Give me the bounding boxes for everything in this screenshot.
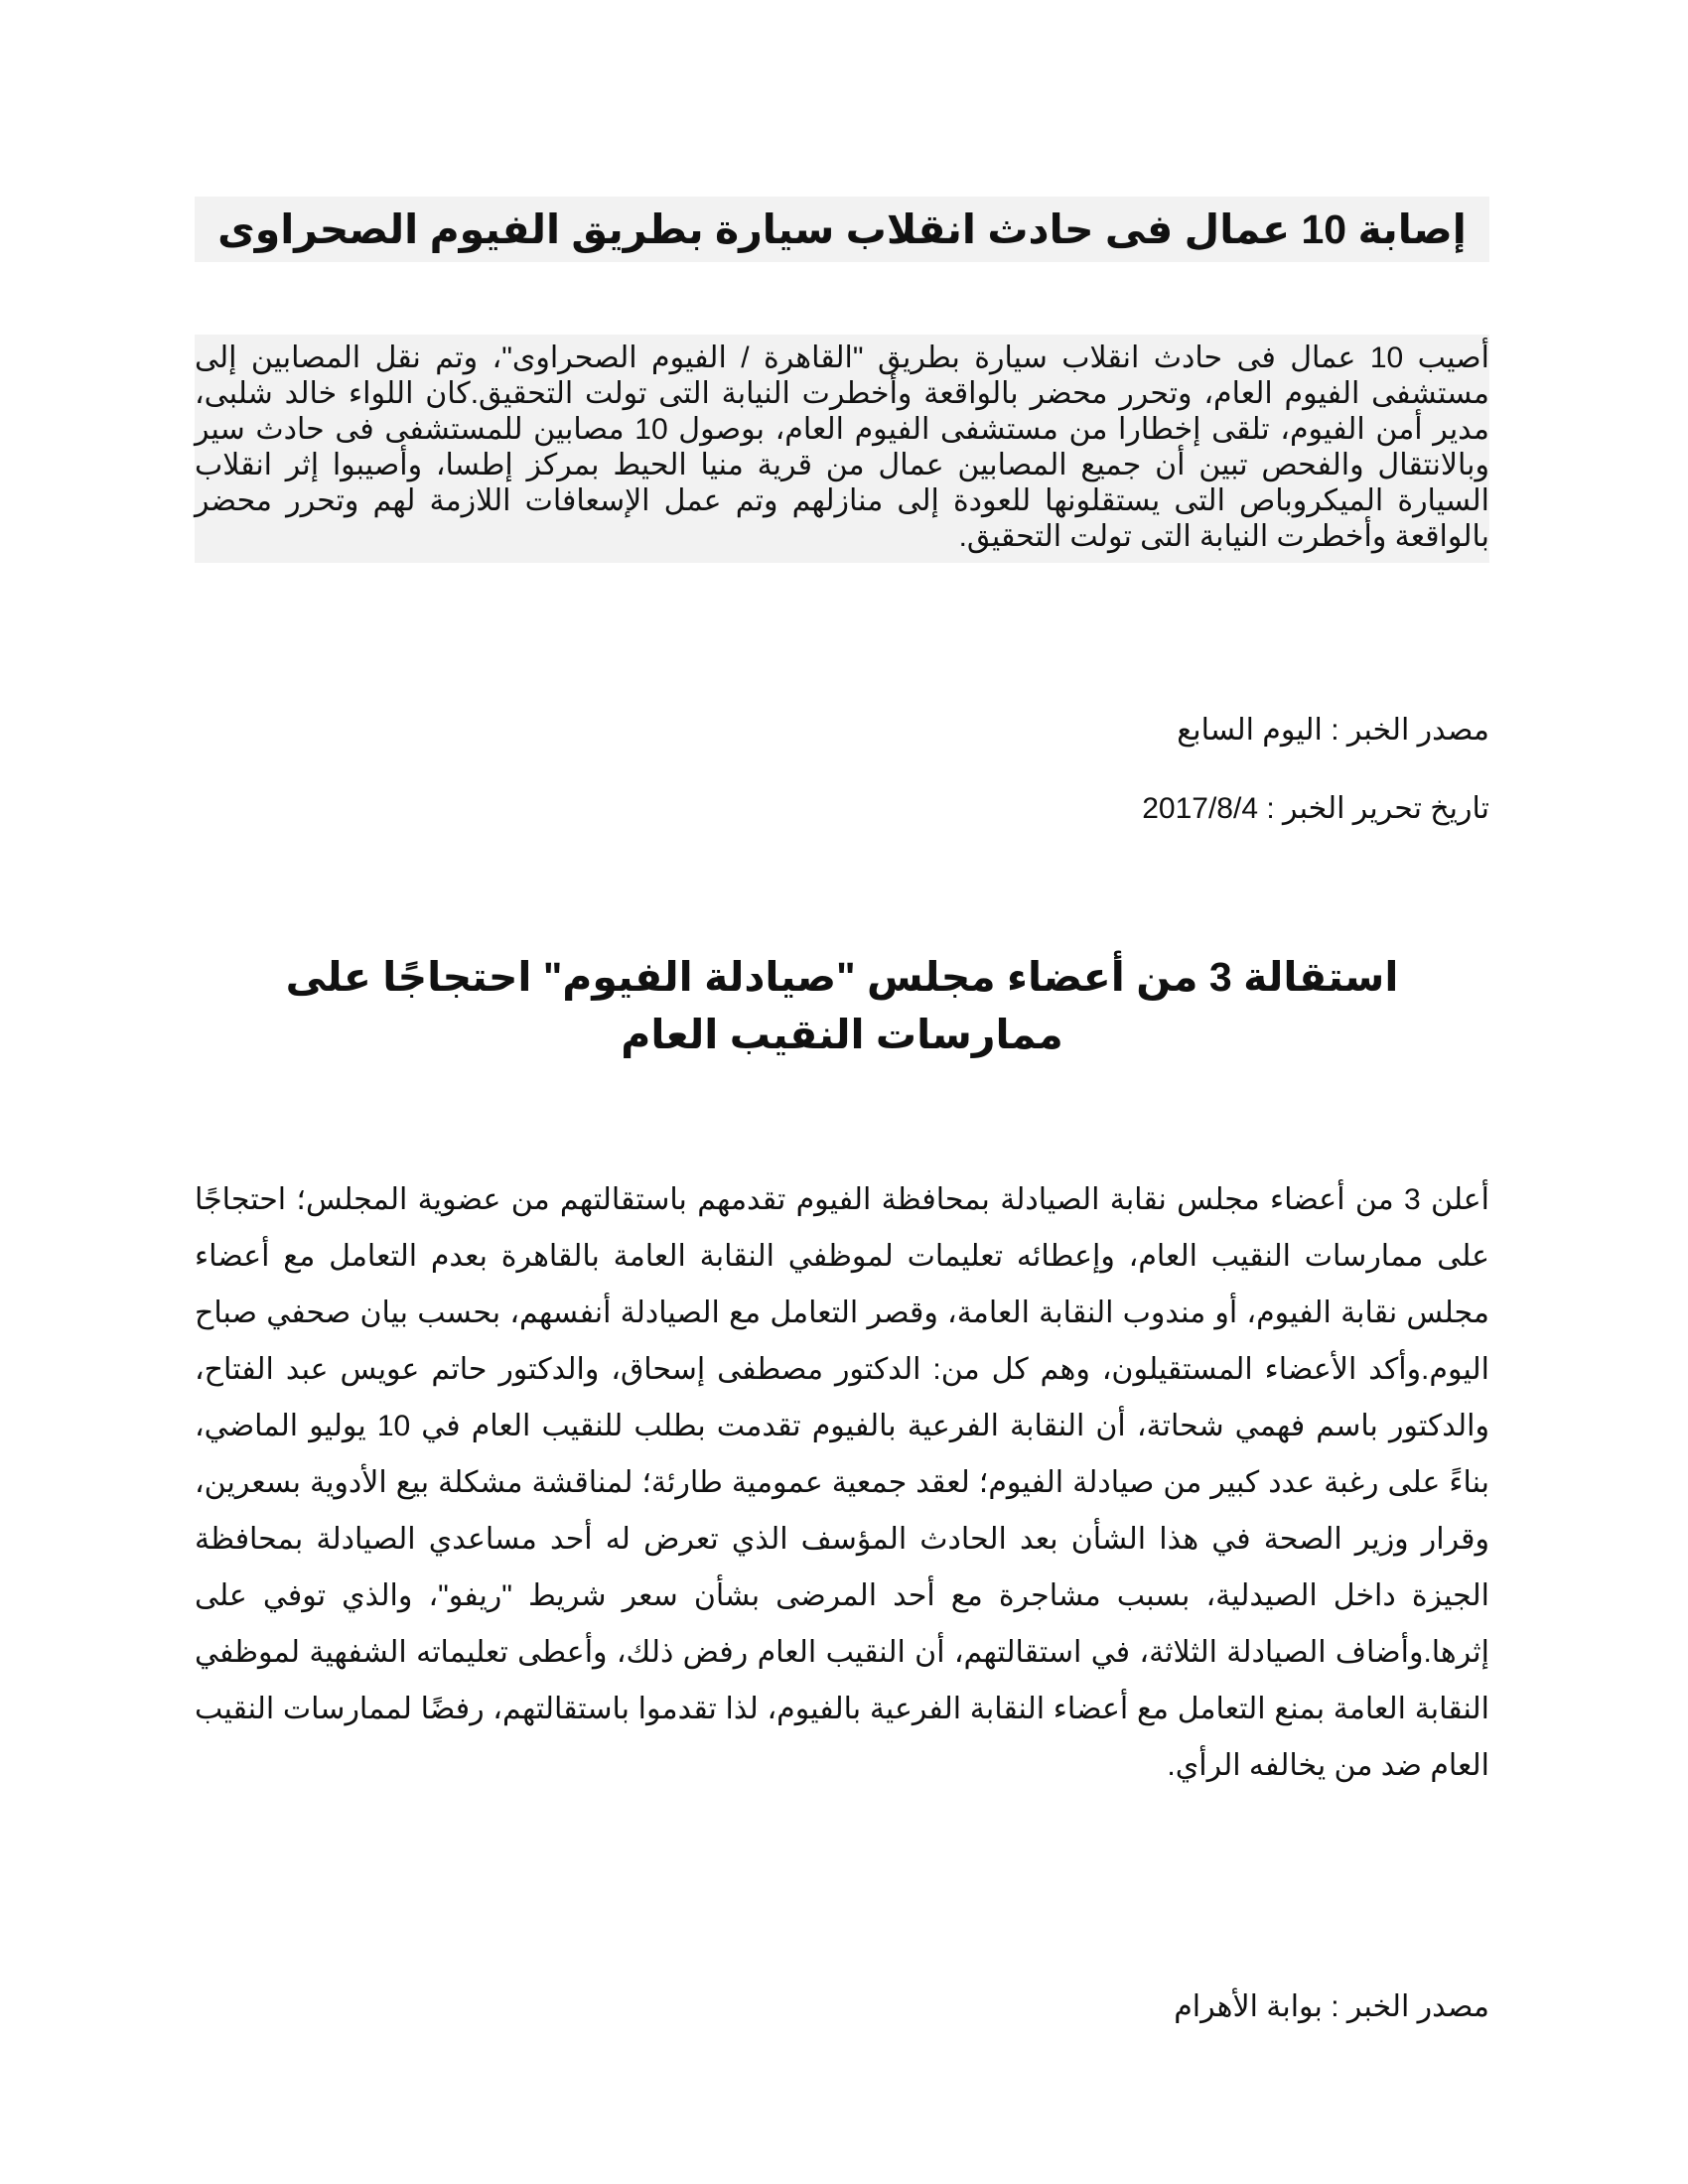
article1-title: إصابة 10 عمال فى حادث انقلاب سيارة بطريق الفيوم الصحراوى xyxy=(195,197,1489,262)
article1-body: أصيب 10 عمال فى حادث انقلاب سيارة بطريق "القاهرة / الفيوم الصحراوى"، وتم نقل المصابين إلى مستشفى الفيوم العام، وتحرر محضر بالواقعة وأخطرت النيابة التى تولت التحقيق.كان اللواء خالد شلبى، مدير أمن الفيوم، تلقى إخطارا من مستشفى الفيوم العام، بوصول 10 مصابين للمستشفى فى حادث سير وبالانتقال والفحص تبين أن جميع المصابين عمال من قرية منيا الحيط بمركز إطسا، وأصيبوا إثر انقلاب السيارة الميكروباص التى يستقلونها للعودة إلى منازلهم وتم عمل الإسعافات اللازمة لهم وتحرر محضر بالواقعة وأخطرت النيابة التى تولت التحقيق. xyxy=(195,335,1489,563)
article1-source: مصدر الخبر : اليوم السابع xyxy=(1177,714,1489,747)
article2-body: أعلن 3 من أعضاء مجلس نقابة الصيادلة بمحافظة الفيوم تقدمهم باستقالتهم من عضوية المجلس؛ احتجاجًا على ممارسات النقيب العام، وإعطائه تعليمات لموظفي النقابة العامة بالقاهرة بعدم التعامل مع أعضاء مجلس نقابة الفيوم، أو مندوب النقابة العامة، وقصر التعامل مع الصيادلة أنفسهم، بحسب بيان صحفي صباح اليوم.وأكد الأعضاء المستقيلون، وهم كل من: الدكتور مصطفى إسحاق، والدكتور حاتم عويس عبد الفتاح، والدكتور باسم فهمي شحاتة، أن النقابة الفرعية بالفيوم تقدمت بطلب للنقيب العام في 10 يوليو الماضي، بناءً على رغبة عدد كبير من صيادلة الفيوم؛ لعقد جمعية عمومية طارئة؛ لمناقشة مشكلة بيع الأدوية بسعرين، وقرار وزير الصحة في هذا الشأن بعد الحادث المؤسف الذي تعرض له أحد مساعدي الصيادلة بمحافظة الجيزة داخل الصيدلية، بسبب مشاجرة مع أحد المرضى بشأن سعر شريط "ريفو"، والذي توفي على إثرها.وأضاف الصيادلة الثلاثة، في استقالتهم، أن النقيب العام رفض ذلك، وأعطى تعليماته الشفهية لموظفي النقابة العامة بمنع التعامل مع أعضاء النقابة الفرعية بالفيوم، لذا تقدموا باستقالتهم، رفضًا لممارسات النقيب العام ضد من يخالفه الرأي. xyxy=(195,1183,1489,1782)
article2-title: استقالة 3 من أعضاء مجلس "صيادلة الفيوم" احتجاجًا على ممارسات النقيب العام xyxy=(285,954,1399,1057)
article2-source: مصدر الخبر : بوابة الأهرام xyxy=(1174,1990,1489,2023)
document-page xyxy=(195,0,1489,2184)
article1-date: تاريخ تحرير الخبر : 2017/8/4 xyxy=(1142,792,1489,825)
